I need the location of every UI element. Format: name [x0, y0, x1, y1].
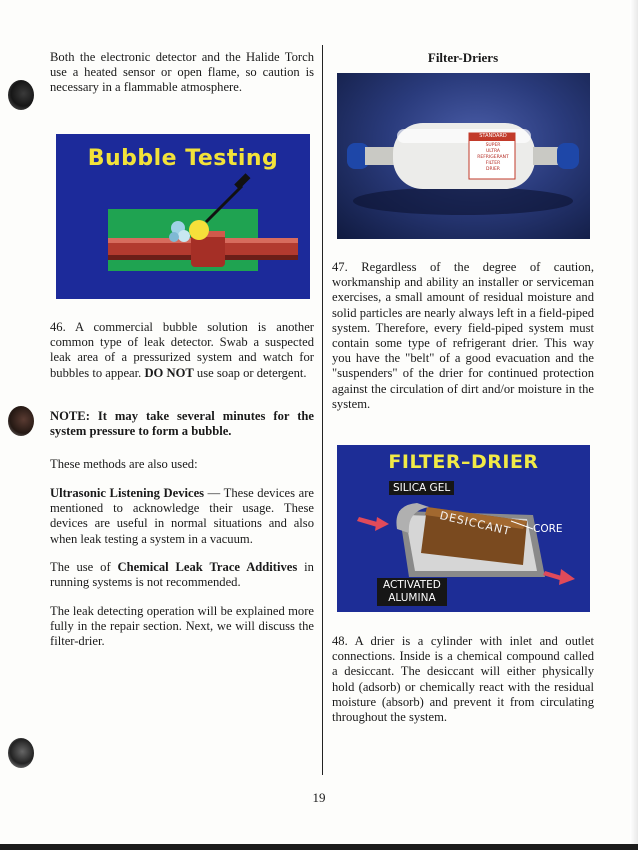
- binder-hole-top: [8, 80, 34, 110]
- core-label: CORE: [533, 523, 563, 535]
- page-number: 19: [312, 790, 326, 805]
- bubble-3: [169, 232, 179, 242]
- page-edge: [630, 0, 638, 850]
- filter-drier-photo: [337, 73, 590, 239]
- silica-gel-label: SILICA GEL: [389, 481, 454, 495]
- inlet-arrowhead: [375, 517, 389, 531]
- bubble-illustration: [56, 134, 310, 299]
- binder-hole-middle: [8, 406, 34, 436]
- desiccant-label: DESICCANT: [438, 509, 513, 538]
- binder-hole-bottom: [8, 738, 34, 768]
- paragraph-47: 47. Regardless of the degree of caution, workmanship and ability an installer or serviceman exercises, a small amount of residual moisture and solid particles are nearly always left in a field-piped system. Therefore, every field-piped system must contain some type of refrigerant drier. This way you have the "belt" of a good evacuation and the "suspenders" of the drier for continued protection against the circulation of dirt and/or moisture in the system.: [332, 260, 594, 411]
- label-brand: STANDARD: [479, 133, 507, 139]
- paragraph-48: 48. A drier is a cylinder with inlet and outlet connections. Inside is a chemical compound called a desiccant. The desiccant will either physically hold (adsorb) or chemically react with the residual moisture (absorb) and prevent it from circulating throughout the system.: [332, 634, 594, 725]
- filter-drier-photo-illustration: [337, 73, 590, 239]
- bubble-figure-title: Bubble Testing: [87, 146, 279, 171]
- paragraph-46: 46. A commercial bubble solution is another common type of leak detector. Swab a suspected leak area of a pressurized system and watch for bubbles to appear. DO NOT use soap or detergent.: [50, 320, 314, 380]
- note-paragraph: NOTE: It may take several minutes for the system pressure to form a bubble.: [50, 409, 314, 439]
- page-bottom-edge: [0, 844, 638, 850]
- right-neck: [533, 147, 561, 165]
- swab-bubble-yellow: [189, 220, 209, 240]
- column-divider: [322, 45, 323, 775]
- activated-alumina-label: ACTIVATED ALUMINA: [377, 578, 447, 606]
- closing-paragraph: The leak detecting operation will be explained more fully in the repair section. Next, we will discuss the filter-drier.: [50, 604, 314, 649]
- methods-paragraph: These methods are also used:: [50, 457, 198, 471]
- intro-paragraph: Both the electronic detector and the Halide Torch use a heated sensor or open flame, so caution is necessary in a flammable atmosphere.: [50, 50, 314, 95]
- bubble-2: [178, 230, 190, 242]
- right-fitting: [557, 143, 579, 169]
- outlet-arrowhead: [559, 569, 575, 585]
- diagram-title: FILTER–DRIER: [388, 451, 539, 473]
- label-lines: SUPER ULTRA REFRIGERANT FILTER DRIER: [477, 143, 509, 172]
- section-heading: Filter-Driers: [427, 50, 499, 65]
- bubble-testing-figure: [56, 134, 310, 299]
- filter-drier-diagram: [337, 445, 590, 612]
- chemical-paragraph: The use of Chemical Leak Trace Additives in running systems is not recommended.: [50, 560, 314, 590]
- ultrasonic-paragraph: Ultrasonic Listening Devices — These devices are mentioned to acknowledge their usage. These devices are useful in normal situations and also when leak testing a system in a vacuum.: [50, 486, 314, 546]
- shadow: [353, 187, 573, 215]
- left-neck: [365, 147, 395, 165]
